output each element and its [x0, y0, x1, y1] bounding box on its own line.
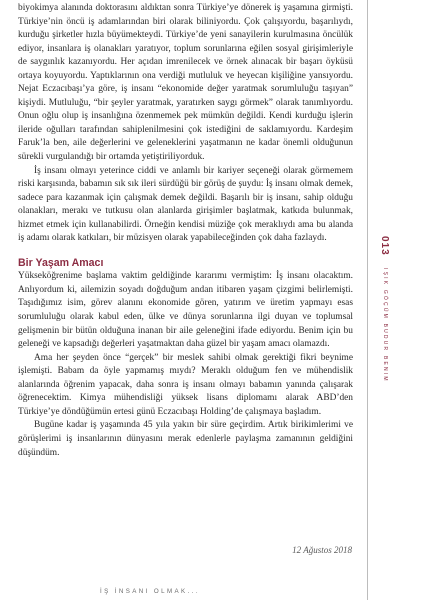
- margin-rule: [367, 0, 368, 600]
- running-head: IŞIK GÖÇÜM BUDUR BENIM: [382, 268, 388, 383]
- section-heading: Bir Yaşam Amacı: [18, 256, 104, 269]
- paragraph-5: Bugüne kadar iş yaşamında 45 yıla yakın bir süre geçirdim. Artık birikimlerimi ve görüşlerimi iş insanlarının dünyasını merak edenlerle paylaşma zamanının geldiğini düşündüm.: [18, 420, 353, 458]
- body-text-column: [18, 2, 353, 460]
- date-signature: 12 Ağustos 2018: [292, 545, 352, 555]
- footer-title: İŞ İNSANI OLMAK...: [100, 588, 200, 595]
- paragraph-2: İş insanı olmayı yeterince ciddi ve anlamlı bir kariyer seçeneği olarak görmemem riski karşısında, babamın sık sık ileri sürdüğü bir görüş de şuydu: İş insanı olmak demek, sadece para kazanmak için çalışmak demek değildi. Başarılı bir iş insanı, sahip olduğu olanakları, merakı ve tutkusu olan alanlarda girişimler başlatmak, katkıda bulunmak, hizmet etmek için kullanabilirdi. Örneğin kendisi müziğe çok meraklıydı ama bu alanda iş adamı olarak katkıları, bir müzisyen olarak yapabileceğinden çok daha fazlaydı.: [18, 165, 353, 244]
- paragraph-4: Ama her şeyden önce “gerçek” bir meslek sahibi olmak gerektiği fikri beynime işlemişti. Babam da öyle yapmamış mıydı? Meraklı olduğum fen ve mühendislik alanlarında öğrenim yapacak, daha sonra iş insanı olmayı babamın yanında çalışarak öğrenecektim. Kimya mühendisliği yüksek lisans diplomamı alarak ABD’den Türkiye’ye döndüğümün ertesi günü Eczacıbaşı Holding’de çalışmaya başladım.: [18, 352, 353, 417]
- paragraph-1: biyokimya alanında doktorasını aldıktan sonra Türkiye’ye dönerek iş yaşamına girmişti. Türkiye’nin öncü iş adamlarından biri olarak biliniyordu. Çok çalışıyordu, başarılıydı, kurduğu şirketler hızla büyümekteydi. Türkiye’de yeni sanayilerin kurulmasına öncülük ediyor, insanlara iş olanakları yaratıyor, toplum sorunlarına eğilen sosyal girişimleriyle de saygınlık kazanıyordu. Her açıdan imrenilecek ve örnek alınacak bir başarı öyküsü ortaya koyuyordu. Yaptıklarının ona verdiği mutluluk ve heyecan kişiliğine yansıyordu. Nejat Eczacıbaşı’ya göre, iş insanı “ekonomide değer yaratmak sorumluluğu taşıyan” kişiydi. Mutluluğu, “bir şeyler yaratmak, yaratırken saygı görmek” olarak tanımlıyordu. Onun oğlu olup iş insanlığına özenmemek pek mümkün değildi. Kendi kurduğu işlerin ileride oğulları tarafından sahiplenilmesini çok istediğini de saklamıyordu. Kardeşim Faruk’la ben, aile değerlerini ve geleneklerini yaşatmanın ne kadar önemli olduğunun sürekli vurgulandığı bir ortamda yetiştiriliyorduk.: [18, 3, 353, 163]
- paragraph-3: Yükseköğrenime başlama vaktim geldiğinde kararımı vermiştim: İş insanı olacaktım. Anlıyordum ki, ailemizin soyadı doğduğum andan itibaren yaşam çizgimi belirlemişti. Taşıdığımız isim, görev alanını ekonomide gören, yatırım ve üretim yapmayı esas sorumluluğu olarak kabul eden, ülke ve dünya sorunlarına ilgi duyan ve toplumsal gelişmenin bir bütün olduğuna inanan bir aile geleneğini ifade ediyordu. Benim için bu geleneği ve kapsadığı değerleri yaşatmaktan daha güzel bir yaşam amacı olamazdı.: [18, 271, 353, 350]
- page-number: 013: [379, 236, 390, 256]
